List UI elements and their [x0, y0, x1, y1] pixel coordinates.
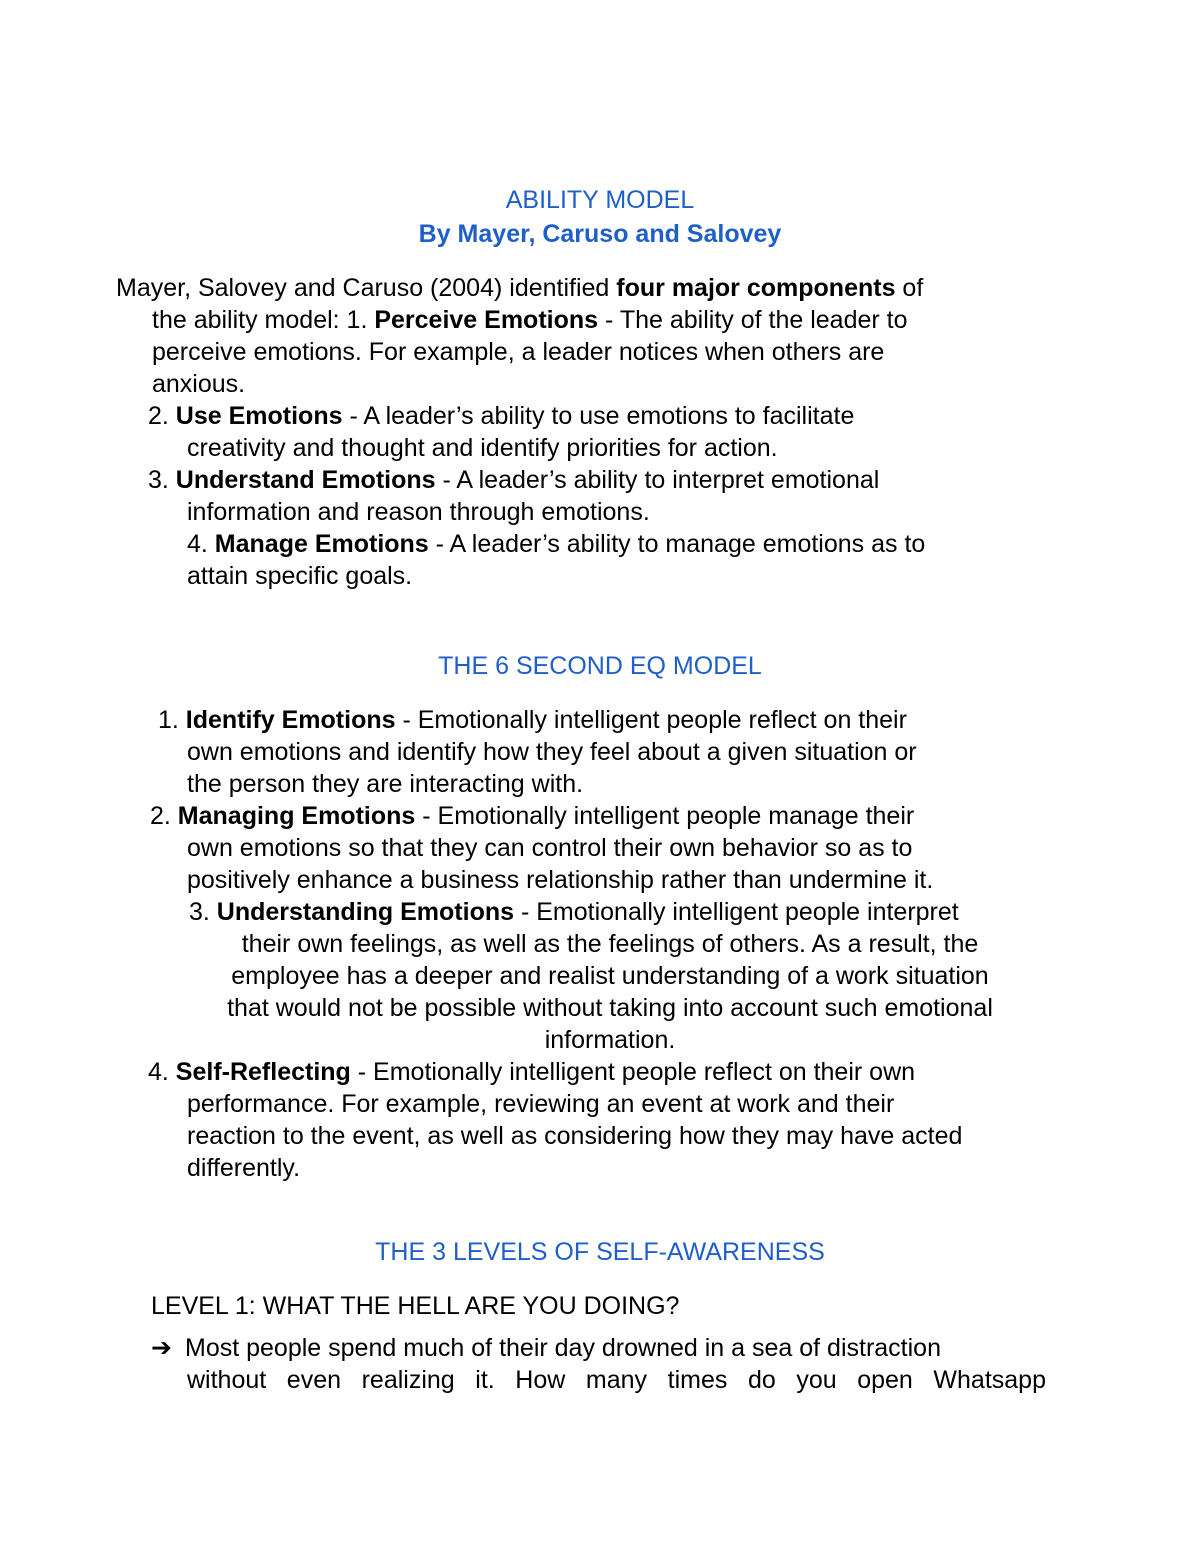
manage-emotions-term: Manage Emotions: [214, 530, 429, 558]
understanding-emotions-line5: information.: [544, 1026, 676, 1054]
understand-emotions-line1: 3. Understand Emotions - A leader’s ability to interpret emotional: [148, 466, 880, 494]
understanding-emotions-line4: that would not be possible without taking into account such emotional: [227, 994, 993, 1022]
identify-emotions-line1: 1. Identify Emotions - Emotionally intelligent people reflect on their: [158, 706, 907, 734]
six-second-title: THE 6 SECOND EQ MODEL: [438, 652, 762, 680]
self-reflecting-line3: reaction to the event, as well as considering how they may have acted: [187, 1122, 963, 1150]
understanding-emotions-line2: their own feelings, as well as the feelings of others. As a result, the: [241, 930, 979, 958]
bullet-line1: ➔ Most people spend much of their day drowned in a sea of distraction: [151, 1334, 941, 1362]
ability-model-subtitle: By Mayer, Caruso and Salovey: [418, 220, 782, 248]
ability-intro-line1: Mayer, Salovey and Caruso (2004) identified four major components of: [116, 274, 924, 302]
understand-emotions-term: Understand Emotions: [175, 466, 436, 494]
self-reflecting-line4: differently.: [187, 1154, 301, 1182]
manage-emotions-line2: attain specific goals.: [187, 562, 413, 590]
self-reflecting-line2: performance. For example, reviewing an event at work and their: [187, 1090, 895, 1118]
use-emotions-term: Use Emotions: [175, 402, 343, 430]
self-reflecting-term: Self-Reflecting: [175, 1058, 351, 1086]
self-awareness-title: THE 3 LEVELS OF SELF-AWARENESS: [375, 1238, 825, 1266]
understand-emotions-line2: information and reason through emotions.: [187, 498, 650, 526]
understanding-emotions-line1: 3. Understanding Emotions - Emotionally intelligent people interpret: [189, 898, 959, 926]
bullet-line2: without even realizing it. How many times do you open Whatsapp: [187, 1366, 1046, 1394]
identify-emotions-term: Identify Emotions: [185, 706, 396, 734]
managing-emotions-line3: positively enhance a business relationship rather than undermine it.: [187, 866, 934, 894]
managing-emotions-line1: 2. Managing Emotions - Emotionally intelligent people manage their: [150, 802, 915, 830]
self-reflecting-line1: 4. Self-Reflecting - Emotionally intelligent people reflect on their own: [148, 1058, 916, 1086]
understanding-emotions-term: Understanding Emotions: [216, 898, 515, 926]
use-emotions-line2: creativity and thought and identify priorities for action.: [187, 434, 778, 462]
ability-intro-line4: anxious.: [152, 370, 246, 398]
arrow-bullet-icon: ➔: [151, 1334, 172, 1362]
ability-intro-line2: the ability model: 1. Perceive Emotions - The ability of the leader to: [152, 306, 908, 334]
identify-emotions-line2: own emotions and identify how they feel about a given situation or: [187, 738, 917, 766]
ability-model-title: ABILITY MODEL: [505, 186, 695, 214]
managing-emotions-term: Managing Emotions: [177, 802, 416, 830]
understanding-emotions-line3: employee has a deeper and realist understanding of a work situation: [231, 962, 989, 990]
ability-intro-line3: perceive emotions. For example, a leader notices when others are: [152, 338, 885, 366]
use-emotions-line1: 2. Use Emotions - A leader’s ability to use emotions to facilitate: [148, 402, 855, 430]
manage-emotions-line1: 4. Manage Emotions - A leader’s ability to manage emotions as to: [187, 530, 926, 558]
level1-heading: LEVEL 1: WHAT THE HELL ARE YOU DOING?: [151, 1292, 680, 1320]
managing-emotions-line2: own emotions so that they can control their own behavior so as to: [187, 834, 913, 862]
perceive-emotions-term: Perceive Emotions: [374, 306, 599, 334]
identify-emotions-line3: the person they are interacting with.: [187, 770, 584, 798]
